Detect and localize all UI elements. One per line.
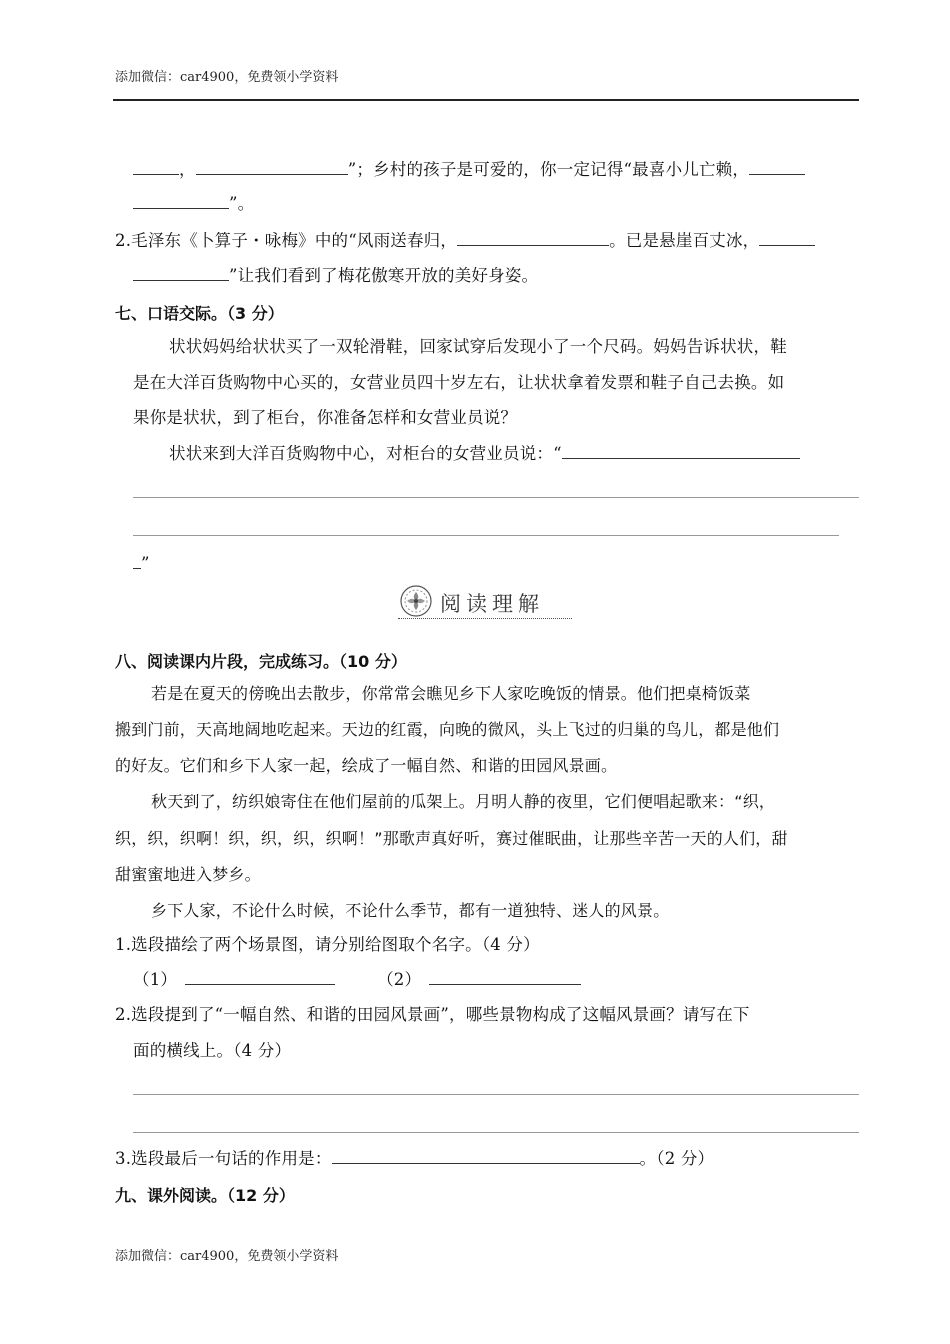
- section7-answer-end-line: [133, 554, 150, 574]
- header-rule: [113, 99, 859, 101]
- banner-title: 阅读理解: [440, 592, 544, 616]
- passage-p2-line2: 织，织，织啊！织，织，织，织啊！”那歌声真好听，赛过催眠曲，让那些辛苦一天的人们，甜: [115, 829, 788, 848]
- section7-para-line2: 是在大洋百货购物中心买的，女营业员四十岁左右，让状状拿着发票和鞋子自己去换。如: [133, 373, 785, 392]
- writing-line[interactable]: [133, 1132, 859, 1133]
- poem2-mid-text: 。已是悬崖百丈冰，: [609, 231, 760, 250]
- poem2-line2: [133, 266, 538, 286]
- question-2-line1: 2.选段提到了“一幅自然、和谐的田园风景画”，哪些景物构成了这幅风景画？请写在下: [115, 1005, 750, 1024]
- section8-title: 八、阅读课内片段，完成练习。（10 分）: [115, 652, 407, 671]
- poem1-line1: ， ”；乡村的孩子是可爱的，你一定记得“最喜小儿亡赖，: [133, 160, 805, 180]
- poem1-mid-text: ”；乡村的孩子是可爱的，你一定记得“最喜小儿亡赖，: [347, 160, 750, 179]
- passage-p1-line1: 若是在夏天的傍晚出去散步，你常常会瞧见乡下人家吃晚饭的情景。他们把桌椅饭菜: [151, 684, 751, 703]
- blank[interactable]: [562, 444, 800, 459]
- blank[interactable]: [749, 160, 805, 175]
- poem2-line1: [115, 231, 815, 251]
- section7-title: 七、口语交际。（3 分）: [115, 304, 284, 323]
- blank[interactable]: [196, 160, 348, 175]
- writing-line[interactable]: [133, 535, 839, 536]
- poem1-line2: [133, 194, 254, 214]
- section7-answer-end: ”: [141, 554, 150, 573]
- question-1: 1.选段描绘了两个场景图，请分别给图取个名字。（4 分）: [115, 935, 540, 954]
- blank[interactable]: [133, 554, 141, 569]
- q3-end: 。（2 分）: [639, 1149, 715, 1168]
- banner-underline: [398, 618, 572, 619]
- blank[interactable]: [457, 231, 609, 246]
- section7-para-line1: 状状妈妈给状状买了一双轮滑鞋，回家试穿后发现小了一个尺码。妈妈告诉状状，鞋: [169, 337, 787, 356]
- passage-p3-line1: 乡下人家，不论什么时候，不论什么季节，都有一道独特、迷人的风景。: [151, 901, 670, 920]
- section7-para-line3: 果你是状状，到了柜台，你准备怎样和女营业员说？: [133, 408, 518, 427]
- q1-label-b: （2）: [377, 970, 422, 989]
- passage-p2-line3: 甜蜜蜜地进入梦乡。: [115, 865, 261, 884]
- writing-line[interactable]: [133, 1094, 859, 1095]
- blank[interactable]: [133, 160, 179, 175]
- section7-answer-line: [169, 444, 800, 464]
- poem2-start-text: 2.毛泽东《卜算子・咏梅》中的“风雨送春归，: [115, 231, 458, 250]
- q3-start: 3.选段最后一句话的作用是：: [115, 1149, 332, 1168]
- q1-label-a: （1）: [133, 970, 178, 989]
- writing-line[interactable]: [133, 497, 859, 498]
- blank[interactable]: [133, 194, 229, 209]
- blank[interactable]: [759, 231, 815, 246]
- blank[interactable]: [332, 1149, 640, 1164]
- blank[interactable]: [429, 970, 581, 985]
- blank[interactable]: [185, 970, 335, 985]
- header-note: 添加微信：car4900，免费领小学资料: [115, 70, 339, 85]
- passage-p1-line3: 的好友。它们和乡下人家一起，绘成了一幅自然、和谐的田园风景画。: [115, 756, 618, 775]
- passage-p1-line2: 搬到门前，天高地阔地吃起来。天边的红霞，向晚的微风，头上飞过的归巢的鸟儿，都是他们: [115, 720, 780, 739]
- footer-note: 添加微信：car4900，免费领小学资料: [115, 1249, 339, 1264]
- section9-title: 九、课外阅读。（12 分）: [115, 1186, 295, 1205]
- section7-answer-start: 状状来到大洋百货购物中心，对柜台的女营业员说：“: [169, 444, 562, 463]
- poem2-end-text: ”让我们看到了梅花傲寒开放的美好身姿。: [229, 266, 539, 285]
- blank[interactable]: [133, 266, 229, 281]
- question-2-line2: 面的横线上。（4 分）: [133, 1041, 292, 1060]
- passage-p2-line1: 秋天到了，纺织娘寄住在他们屋前的瓜架上。月明人静的夜里，它们便唱起歌来：“织，: [151, 792, 776, 811]
- flower-icon: [398, 584, 434, 618]
- poem1-end-text: ”。: [229, 194, 255, 213]
- question-3: [115, 1149, 714, 1169]
- question-1-answers: [133, 970, 581, 990]
